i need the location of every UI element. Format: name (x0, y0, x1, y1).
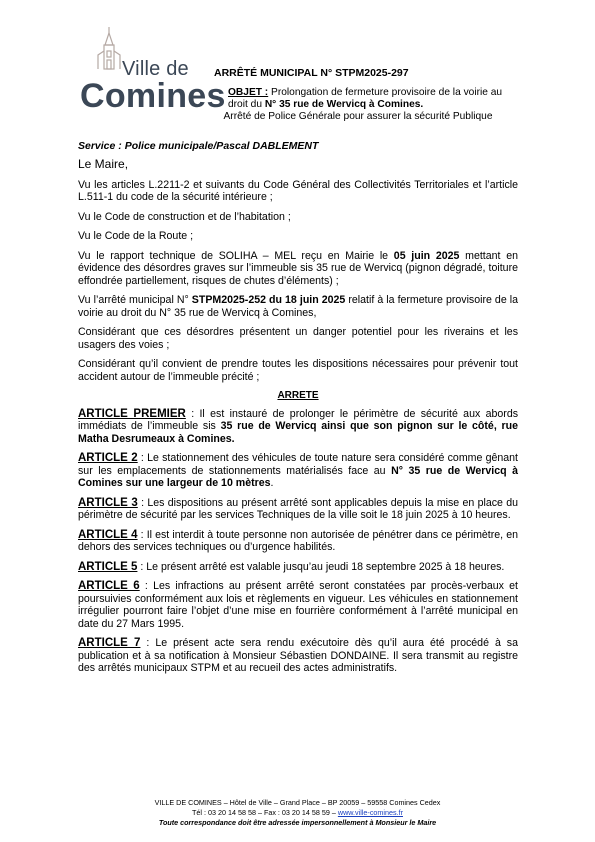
arrete-heading: ARRETE (277, 390, 319, 401)
article-7: ARTICLE 7 : Le présent acte sera rendu exécutoire dès qu’il aura été procédé à sa publication et à sa notification à Monsieur Sébastien DONDAINE. Il sera transmit au registre des arrêtés municipaux STPM et au recueil des actes administratifs. (78, 637, 518, 674)
article-5: ARTICLE 5 : Le présent arrêté est valable jusqu’au jeudi 18 septembre 2025 à 18 heures. (78, 560, 505, 573)
document-body (78, 158, 518, 682)
article-3: ARTICLE 3 : Les dispositions au présent arrêté sont applicables depuis la mise en place du périmètre de sécurité par les services Techniques de la ville soit le 18 juin 2025 à 10 heures. (78, 496, 518, 521)
considerant-2: Considérant qu’il convient de prendre toutes les dispositions nécessaires pour prévenir tout accident autour de l’immeuble précité ; (78, 358, 518, 383)
document-title: ARRÊTÉ MUNICIPAL N° STPM2025-297 (214, 67, 409, 79)
footer (60, 798, 535, 828)
footer-contact: Tél : 03 20 14 58 58 – Fax : 03 20 14 58 59 – www.ville-comines.fr (192, 808, 403, 817)
vu-paragraph-5: Vu l’arrêté municipal N° STPM2025-252 du 18 juin 2025 relatif à la fermeture provisoire de la voirie au droit du N° 35 rue de Wervicq à Comines, (78, 294, 519, 319)
objet-block (223, 87, 518, 123)
vu-paragraph-2: Vu le Code de construction et de l’habitation ; (78, 210, 291, 223)
footer-address: VILLE DE COMINES – Hôtel de Ville – Grand Place – BP 20059 – 59558 Comines Cedex (154, 798, 441, 807)
website-link[interactable]: www.ville-comines.fr (337, 808, 403, 817)
article-4: ARTICLE 4 : Il est interdit à toute personne non autorisée de pénétrer dans ce périmètre, en dehors des services techniques ou d’urgence habilités. (78, 528, 518, 553)
vu-paragraph-3: Vu le Code de la Route ; (78, 230, 194, 242)
article-2: ARTICLE 2 : Le stationnement des véhicules de toute nature sera considéré comme gênant sur les emplacements de stationnements matérialisés face au N° 35 rue de Wervicq à Comines sur une largeur de 10 mètres. (78, 452, 518, 489)
article-label: ARTICLE PREMIER (78, 407, 186, 420)
article-label: ARTICLE 4 (78, 528, 138, 541)
vu-paragraph-4: Vu le rapport technique de SOLIHA – MEL reçu en Mairie le 05 juin 2025 mettant en évidence des désordres graves sur l’immeuble sis 35 rue de Wervicq (pignon dégradé, toiture effondrée partiellement, risques de chutes d’éléments) ; (78, 249, 518, 287)
logo-comines-text: Comines (80, 77, 226, 115)
comines-logo (78, 25, 226, 115)
article-label: ARTICLE 3 (78, 496, 138, 509)
considerant-1: Considérant que ces désordres présentent un danger potentiel pour les riverains et les usagers des voies ; (78, 326, 518, 351)
article-6: ARTICLE 6 : Les infractions au présent arrêté seront constatées par procès-verbaux et poursuivies conformément aux lois et règlements en vigueur. Les véhicules en stationnement irrégulier pourront faire l’objet d’une mise en fourrière conformément à l’arrêté municipal en date du 27 Mars 1995. (78, 580, 518, 630)
objet-text: Prolongation de fermeture provisoire de la voirie au droit du (228, 87, 503, 110)
article-label: ARTICLE 2 (78, 452, 138, 464)
service-line: Service : Police municipale/Pascal DABLEMENT (78, 140, 319, 152)
article-label: ARTICLE 5 (78, 560, 138, 573)
objet-label: OBJET : (228, 87, 269, 98)
article-label: ARTICLE 7 (78, 637, 141, 649)
article-premier: ARTICLE PREMIER : Il est instauré de prolonger le périmètre de sécurité aux abords immédiats de l’immeuble sis 35 rue de Wervicq ainsi que son pignon sur le côté, rue Matha Desrumeaux à Comines. (78, 407, 519, 445)
church-icon (96, 27, 122, 71)
logo-ville-text: Ville de (122, 58, 189, 80)
le-maire: Le Maire, (78, 157, 129, 171)
article-label: ARTICLE 6 (78, 580, 140, 592)
footer-note: Toute correspondance doit être adressée impersonnellement à Monsieur le Maire (158, 818, 437, 827)
objet-subtitle: Arrêté de Police Générale pour assurer la sécurité Publique (223, 111, 493, 122)
objet-address: N° 35 rue de Wervicq à Comines. (264, 99, 424, 110)
vu-paragraph-1: Vu les articles L.2211-2 et suivants du Code Général des Collectivités Territoriales et l’article L.511-1 du code de la sécurité intérieure ; (78, 178, 518, 203)
